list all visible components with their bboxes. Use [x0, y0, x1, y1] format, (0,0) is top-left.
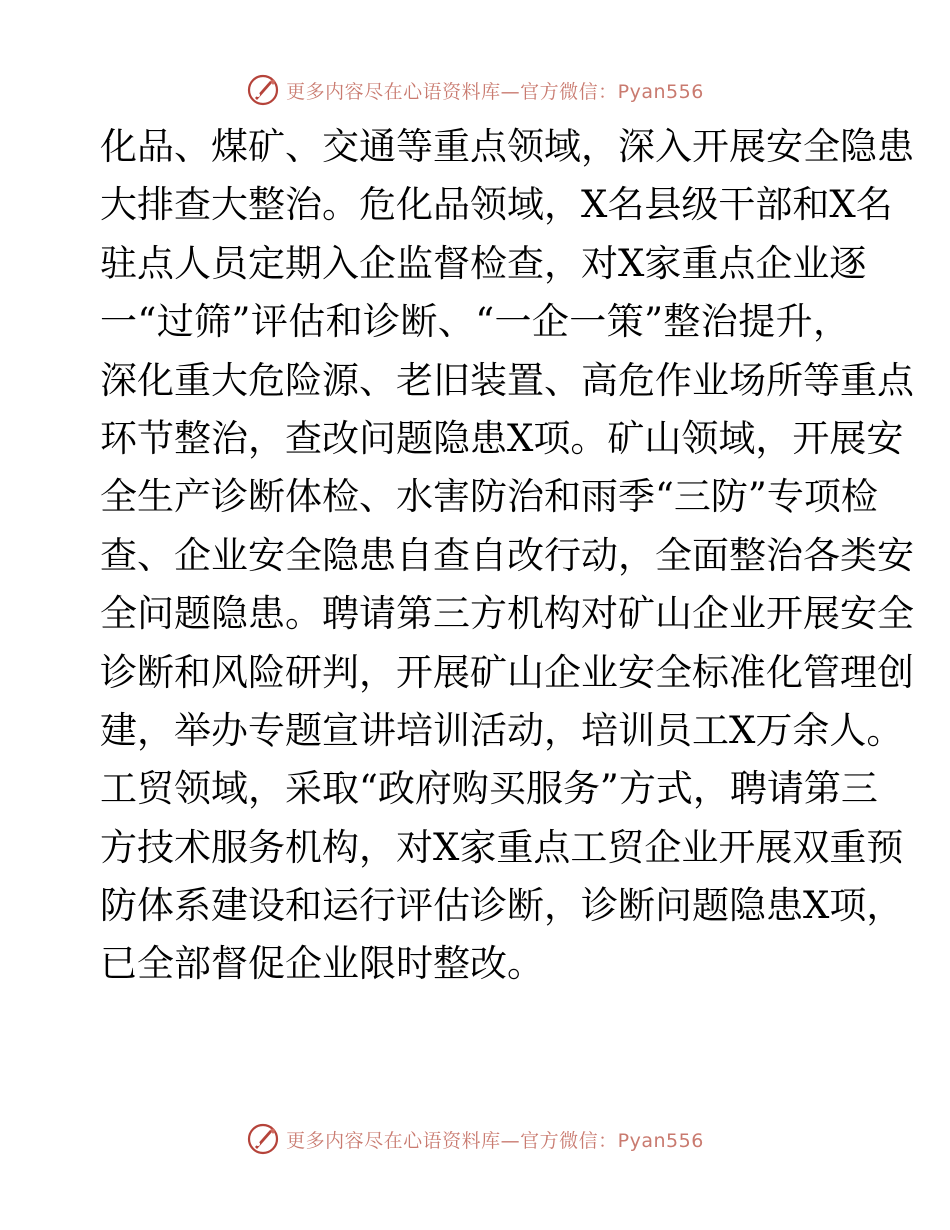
- quill-pen-logo-icon: [246, 1122, 280, 1156]
- watermark-text: 更多内容尽在心语资料库—官方微信：Pyan556: [286, 1129, 704, 1152]
- quill-pen-logo-icon: [246, 73, 280, 107]
- text-line: 查、企业安全隐患自查自改行动，全面整治各类安: [100, 533, 914, 577]
- text-line: 建，举办专题宣讲培训活动，培训员工X万余人。: [100, 708, 904, 752]
- text-line: 大排查大整治。危化品领域，X名县级干部和X名: [100, 183, 893, 227]
- text-line: 一“过筛”评估和诊断、“一企一策”整治提升，: [100, 300, 850, 344]
- text-line: 深化重大危险源、老旧装置、高危作业场所等重点: [100, 358, 914, 402]
- text-line: 化品、煤矿、交通等重点领域，深入开展安全隐患: [100, 125, 914, 168]
- text-line: 已全部督促企业限时整改。: [100, 942, 544, 986]
- text-line: 工贸领域，采取“政府购买服务”方式，聘请第三: [100, 767, 878, 811]
- text-line: 驻点人员定期入企监督检查，对X家重点企业逐: [100, 241, 867, 285]
- text-line: 防体系建设和运行评估诊断，诊断问题隐患X项，: [100, 884, 904, 928]
- text-line: 全问题隐患。聘请第三方机构对矿山企业开展安全: [100, 592, 914, 636]
- header-watermark: [0, 70, 950, 110]
- document-body: [100, 118, 914, 994]
- footer-watermark: [0, 1119, 950, 1159]
- text-line: 方技术服务机构，对X家重点工贸企业开展双重预: [100, 825, 904, 869]
- text-line: 环节整治，查改问题隐患X项。矿山领域，开展安: [100, 416, 904, 460]
- text-line: 诊断和风险研判，开展矿山企业安全标准化管理创: [100, 650, 914, 694]
- watermark-text: 更多内容尽在心语资料库—官方微信：Pyan556: [286, 80, 704, 103]
- text-line: 全生产诊断体检、水害防治和雨季“三防”专项检: [100, 475, 878, 519]
